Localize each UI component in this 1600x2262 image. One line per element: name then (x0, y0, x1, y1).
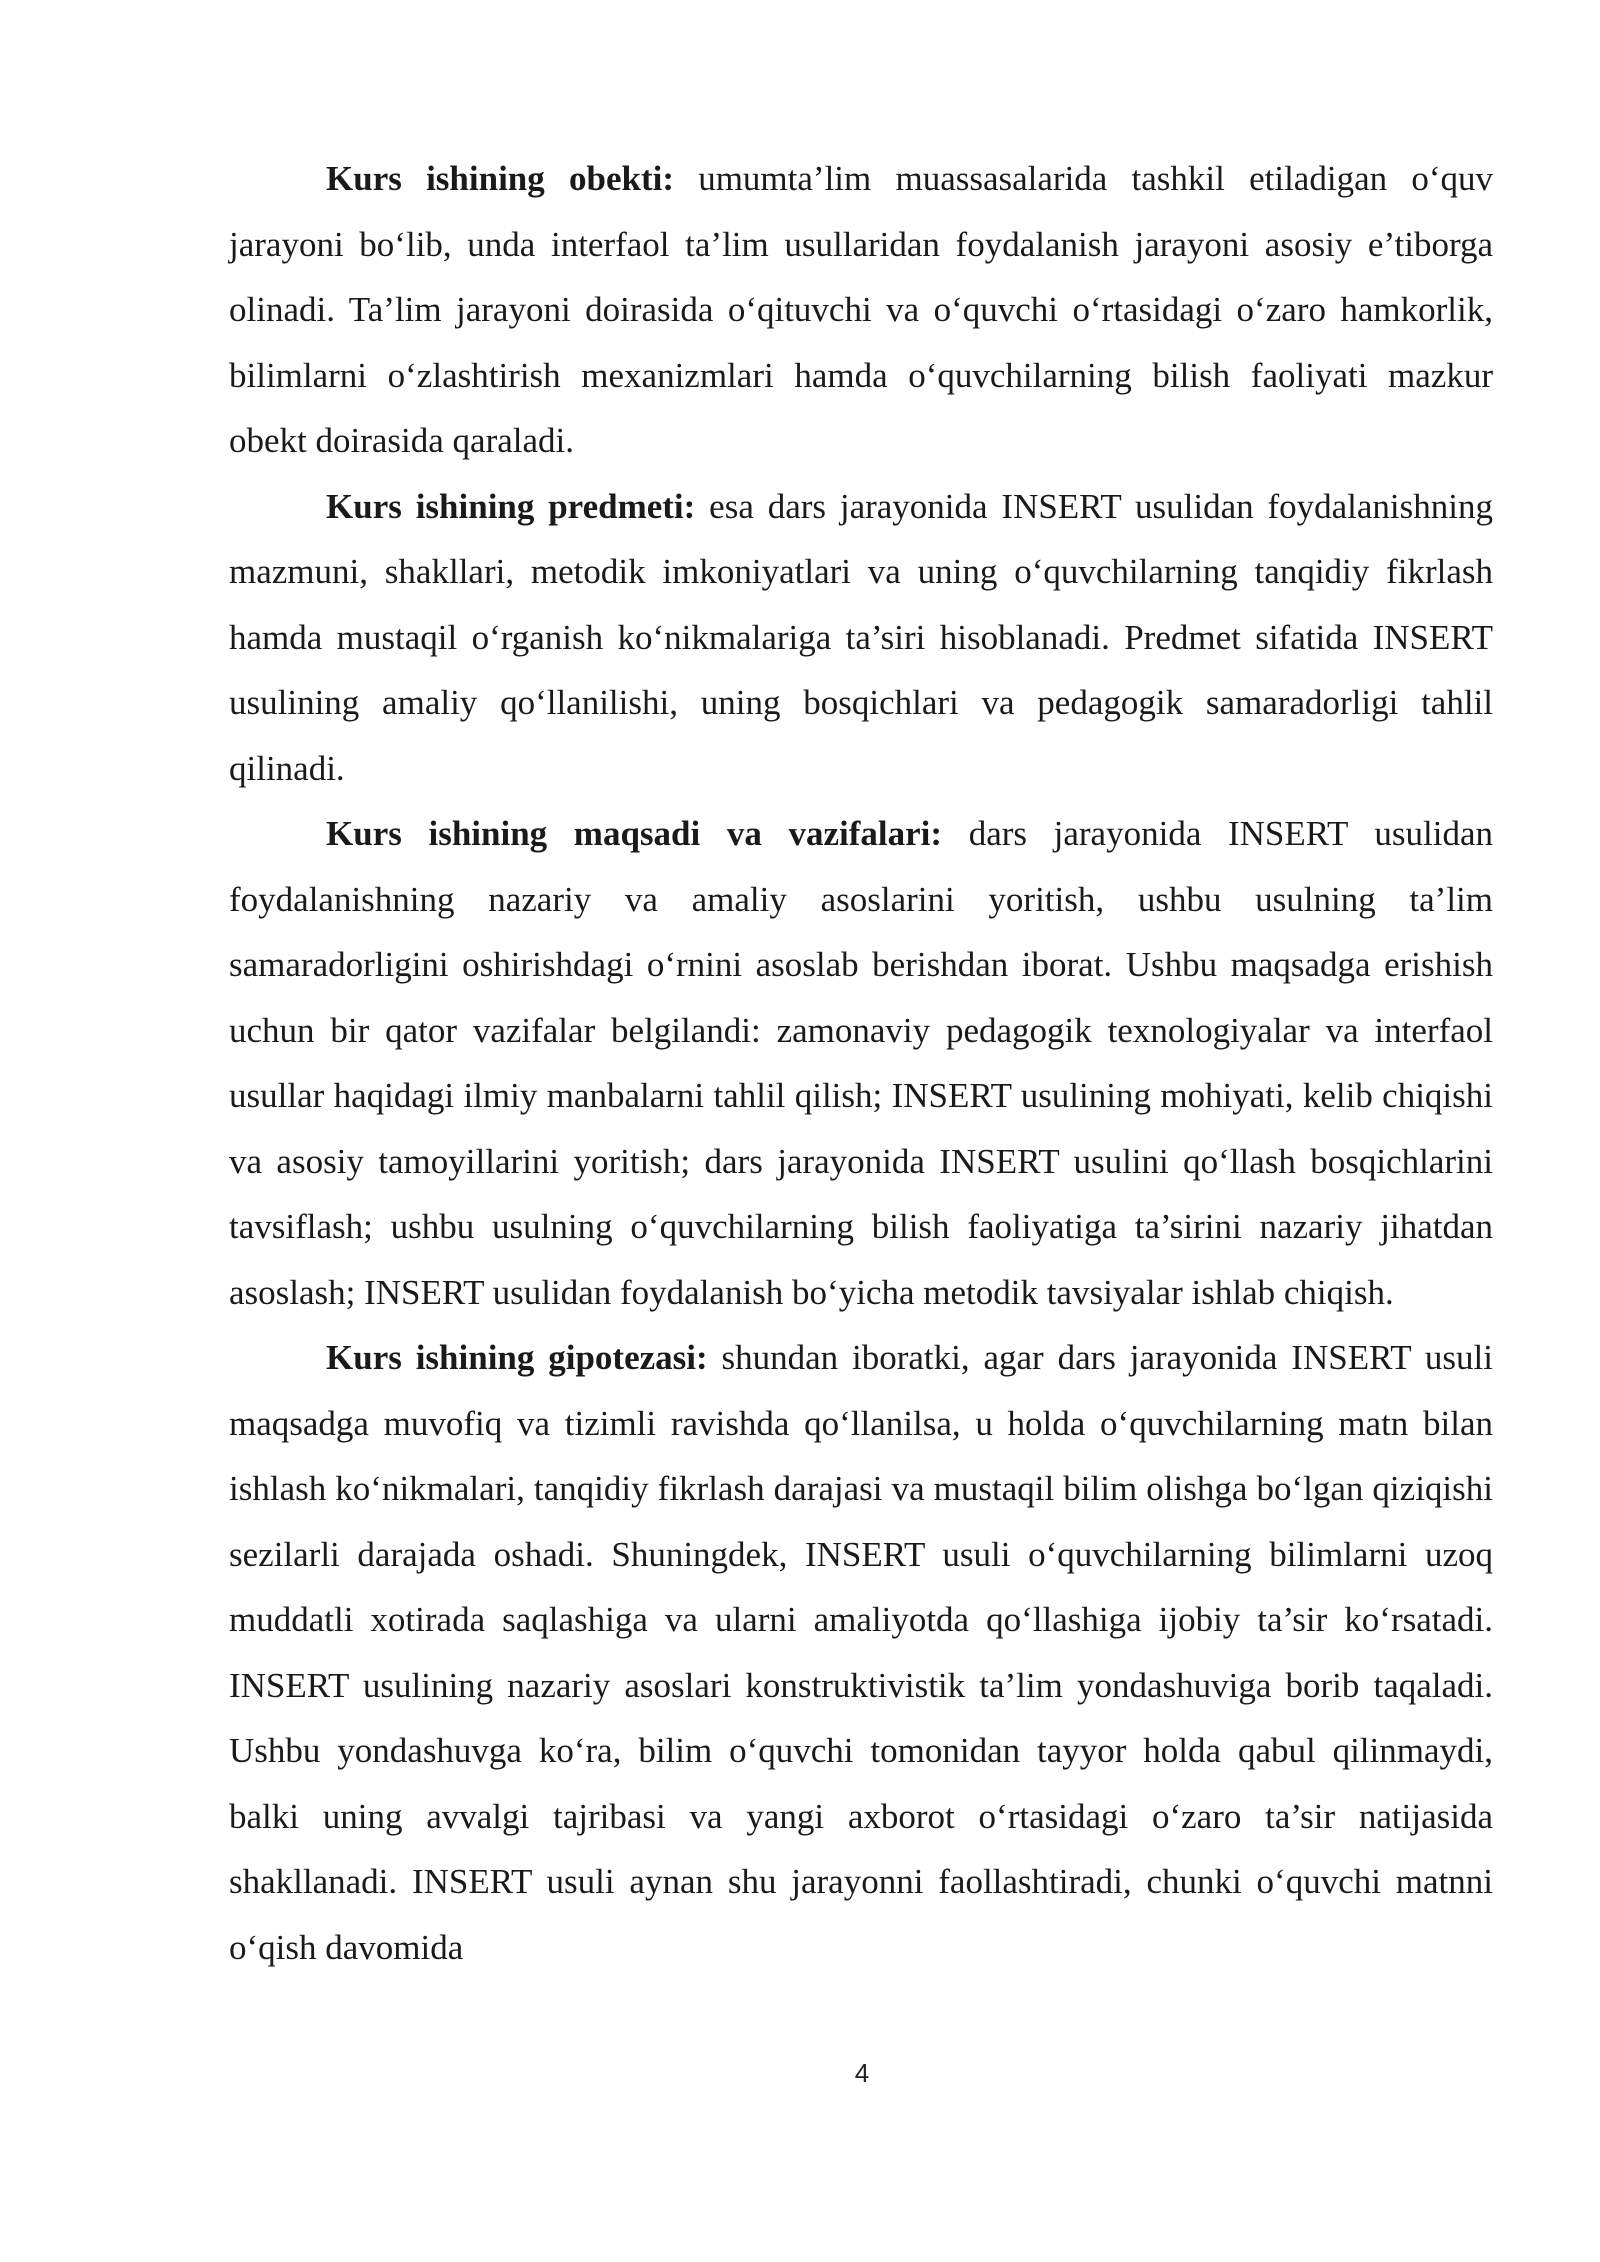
paragraph-heading: Kurs ishining predmeti: (326, 486, 696, 526)
paragraph-heading: Kurs ishining gipotezasi: (326, 1338, 708, 1377)
paragraph-text: esa dars jarayonida INSERT usulidan foydalanishning mazmuni, shakllari, metodik imkoniyatlari va uning o‘quvchilarning tanqidiy fikrlash hamda mustaqil o‘rganish ko‘nikmalariga ta’siri hisoblanadi. Predmet sifatida INSERT usulining amaliy qo‘llanilishi, uning bosqichlari va pedagogik samaradorligi tahlil qilinadi. (229, 486, 1493, 788)
page-number: 4 (854, 2058, 870, 2088)
paragraph-text: umumta’lim muassasalarida tashkil etiladigan o‘quv jarayoni bo‘lib, unda interfaol ta’lim usullaridan foydalanish jarayoni asosiy e’tiborga olinadi. Ta’lim jarayoni doirasida o‘qituvchi va o‘quvchi o‘rtasidagi o‘zaro hamkorlik, bilimlarni o‘zlashtirish mexanizmlari hamda o‘quvchilarning bilish faoliyati mazkur obekt doirasida qaraladi. (229, 159, 1493, 460)
paragraph-text: dars jarayonida INSERT usulidan foydalanishning nazariy va amaliy asoslarini yoritish, ushbu usulning ta’lim samaradorligini oshirishdagi o‘rnini asoslab berishdan iborat. Ushbu maqsadga erishish uchun bir qator vazifalar belgilandi: zamonaviy pedagogik texnologiyalar va interfaol usullar haqidagi ilmiy manbalarni tahlil qilish; INSERT usulining mohiyati, kelib chiqishi va asosiy tamoyillarini yoritish; dars jarayonida INSERT usulini qo‘llash bosqichlarini tavsiflash; ushbu usulning o‘quvchilarning bilish faoliyatiga ta’sirini nazariy jihatdan asoslash; INSERT usulidan foydalanish bo‘yicha metodik tavsiyalar ishlab chiqish. (229, 814, 1493, 1312)
paragraph-text: shundan iboratki, agar dars jarayonida INSERT usuli maqsadga muvofiq va tizimli ravishda qo‘llanilsa, u holda o‘quvchilarning matn bilan ishlash ko‘nikmalari, tanqidiy fikrlash darajasi va mustaqil bilim olishga bo‘lgan qiziqishi sezilarli darajada oshadi. Shuningdek, INSERT usuli o‘quvchilarning bilimlarni uzoq muddatli xotirada saqlashiga va ularni amaliyotda qo‘llashiga ijobiy ta’sir ko‘rsatadi. INSERT usulining nazariy asoslari konstruktivistik ta’lim yondashuviga borib taqaladi. Ushbu yondashuvga ko‘ra, bilim o‘quvchi tomonidan tayyor holda qabul qilinmaydi, balki uning avvalgi tajribasi va yangi axborot o‘rtasidagi o‘zaro ta’sir natijasida shakllanadi. INSERT usuli aynan shu jarayonni faollashtiradi, chunki o‘quvchi matnni o‘qish davomida (229, 1338, 1493, 1967)
paragraph-heading: Kurs ishining obekti: (326, 159, 674, 198)
paragraph-goals-tasks (229, 801, 1493, 1325)
paragraph-subject (229, 474, 1493, 802)
page-body (229, 146, 1493, 1980)
paragraph-object (229, 146, 1493, 474)
paragraph-heading: Kurs ishining maqsadi va vazifalari: (326, 814, 943, 853)
paragraph-hypothesis (229, 1325, 1493, 1980)
